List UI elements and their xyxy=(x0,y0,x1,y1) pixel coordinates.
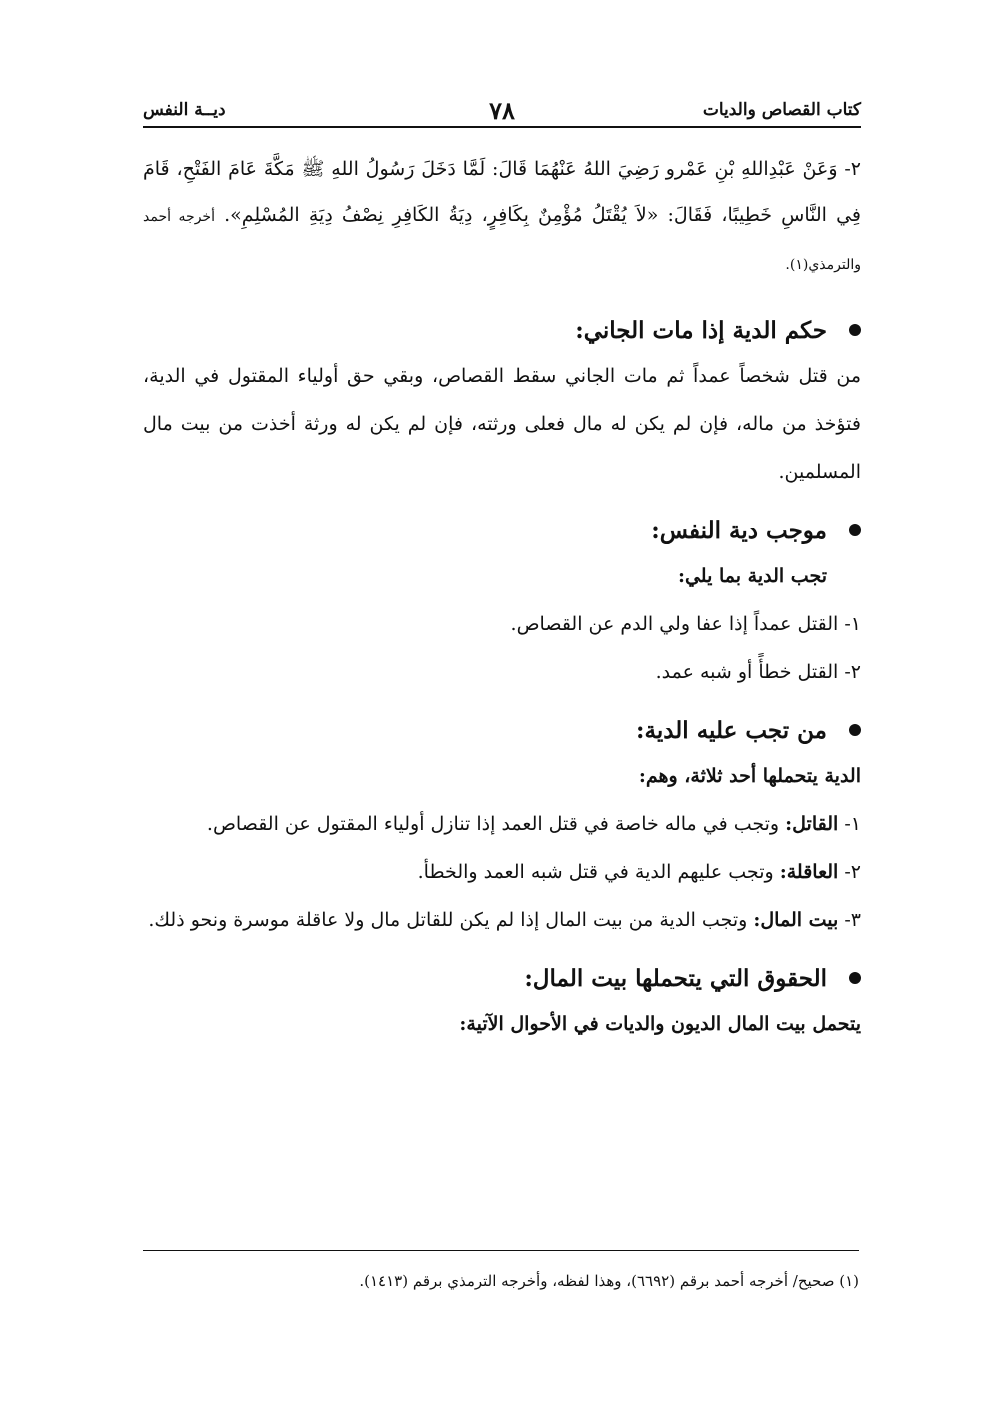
item-number: ٣- xyxy=(838,909,861,931)
list-item: ١- القتل عمداً إذا عفا ولي الدم عن القصاص. xyxy=(510,613,861,635)
topic-heading xyxy=(143,956,861,1000)
topic-heading xyxy=(143,708,861,752)
topic-title: الحقوق التي يتحملها بيت المال: xyxy=(524,964,827,992)
topic-heading xyxy=(143,308,861,352)
topic-title: موجب دية النفس: xyxy=(651,516,827,544)
page-number: ٧٨ xyxy=(489,96,515,125)
list-item xyxy=(143,896,861,944)
section-title: ديــة النفس xyxy=(143,100,226,120)
item-number: ١- xyxy=(838,813,861,835)
hadith-text: ٢- وَعَنْ عَبْدِاللهِ بْنِ عَمْرو رَضِيَ اللهُ عَنْهُمَا قَالَ: لَمَّا دَخَلَ رَسُولُ اللهِ ﷺ مَكَّةَ عَامَ الفَتْحِ، قَامَ فِي النَّاسِ خَطِيبًا، فَقَالَ: «لاَ يُقْتَلُ مُؤْمِنٌ بِكَافِرٍ، دِيَةُ الكَافِرِ نِصْفُ دِيَةِ المُسْلِمِ». xyxy=(143,158,861,226)
list-item: ٢- القتل خطأً أو شبه عمد. xyxy=(655,661,861,683)
running-header xyxy=(143,92,861,128)
item-text: وتجب عليهم الدية في قتل شبه العمد والخطأ. xyxy=(417,861,780,883)
bullet-icon xyxy=(849,524,861,536)
list-item xyxy=(143,848,861,896)
bullet-icon xyxy=(849,972,861,984)
item-text: وتجب في ماله خاصة في قتل العمد إذا تنازل أولياء المقتول عن القصاص. xyxy=(206,813,786,835)
bullet-icon xyxy=(849,324,861,336)
item-term: العاقلة: xyxy=(779,861,839,883)
bullet-icon xyxy=(849,724,861,736)
topic-title: حكم الدية إذا مات الجاني: xyxy=(575,316,827,344)
footnote: (١) صحيح/ أخرجه أحمد برقم (٦٦٩٢)، وهذا لفظه، وأخرجه الترمذي برقم (١٤١٣). xyxy=(359,1272,859,1290)
hadith-paragraph xyxy=(143,146,861,288)
topic-intro: يتحمل بيت المال الديون والديات في الأحوال الآتية: xyxy=(459,1013,861,1035)
topic-intro: الدية يتحملها أحد ثلاثة، وهم: xyxy=(638,765,861,787)
topic-paragraph: من قتل شخصاً عمداً ثم مات الجاني سقط القصاص، وبقي حق أولياء المقتول في الدية، فتؤخذ من ماله، فإن لم يكن له مال فعلى ورثته، فإن لم يكن له ورثة أخذت من بيت مال المسلمين. xyxy=(143,365,861,483)
topic-intro: تجب الدية بما يلي: xyxy=(677,565,827,587)
item-term: القاتل: xyxy=(785,813,839,835)
item-term: بيت المال: xyxy=(753,909,839,931)
hadith-source: أخرجه أحمد والترمذي(١). xyxy=(143,209,861,273)
list-item xyxy=(143,800,861,848)
item-text: وتجب الدية من بيت المال إذا لم يكن للقاتل مال ولا عاقلة موسرة ونحو ذلك. xyxy=(148,909,754,931)
topic-heading xyxy=(143,508,861,552)
book-title: كتاب القصاص والديات xyxy=(702,100,861,120)
footnote-rule xyxy=(143,1250,859,1251)
item-number: ٢- xyxy=(838,861,861,883)
page-body xyxy=(143,92,861,1048)
topic-title: من تجب عليه الدية: xyxy=(636,716,827,744)
header-rule xyxy=(143,126,861,128)
